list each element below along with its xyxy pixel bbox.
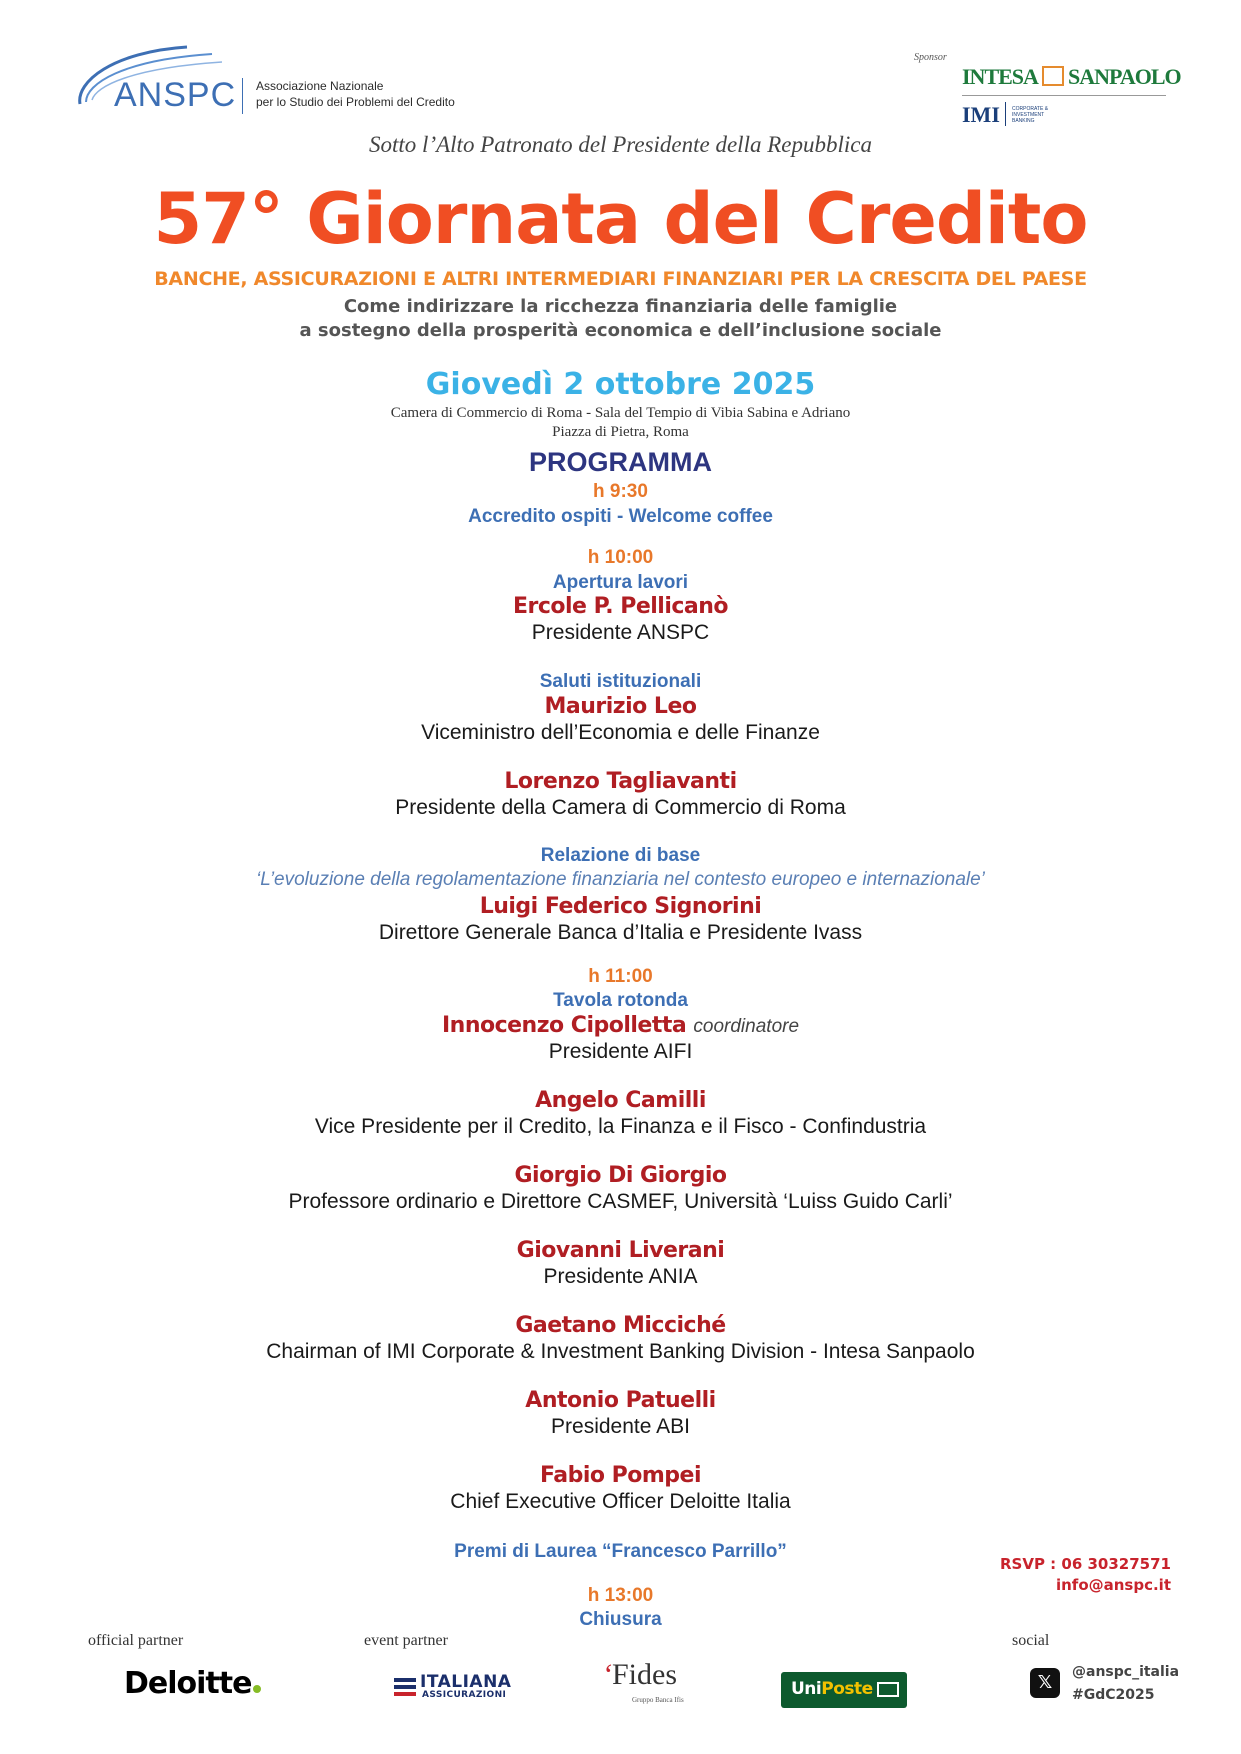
italiana-mark-icon	[394, 1676, 416, 1698]
speaker-name: Maurizio Leo	[544, 694, 697, 719]
social-label: social	[1012, 1632, 1050, 1649]
event-theme: BANCHE, ASSICURAZIONI E ALTRI INTERMEDIARI FINANZIARI PER LA CRESCITA DEL PAESE	[154, 268, 1087, 290]
envelope-icon	[877, 1682, 899, 1697]
speaker-name: Giorgio Di Giorgio	[514, 1163, 727, 1188]
program-section: Relazione di base	[540, 845, 701, 866]
imi-logo	[962, 100, 1102, 130]
speaker-note: coordinatore	[693, 1016, 800, 1037]
anspc-wordmark: ANSPC	[114, 76, 237, 114]
intesa-word: INTESA	[962, 64, 1038, 89]
speaker-role: Vice Presidente per il Credito, la Finanza e il Fisco - Confindustria	[314, 1115, 927, 1138]
program-section: Premi di Laurea “Francesco Parrillo”	[454, 1541, 787, 1562]
intesa-sanpaolo-logo	[962, 64, 1181, 92]
org-name-line2: per lo Studio dei Problemi del Credito	[256, 95, 455, 109]
speaker-role: Direttore Generale Banca d’Italia e Presidente Ivass	[378, 921, 863, 944]
anspc-logo	[72, 42, 472, 122]
event-title: 57° Giornata del Credito	[153, 178, 1088, 260]
imi-word: IMI	[962, 102, 1000, 127]
speaker-name-coordinator	[0, 1013, 1241, 1038]
speaker-name: Angelo Camilli	[535, 1088, 706, 1113]
fides-word: Fides	[612, 1658, 678, 1691]
lecture-title: ‘L’evoluzione della regolamentazione finanziaria nel contesto europeo e internazionale’	[256, 869, 985, 890]
program-section: Accredito ospiti - Welcome coffee	[468, 506, 773, 527]
event-partner-label: event partner	[364, 1632, 448, 1649]
fides-subtext: Gruppo Banca Ifis	[632, 1696, 684, 1704]
program-section: Saluti istituzionali	[539, 671, 702, 692]
italiana-word: ITALIANA	[420, 1672, 512, 1692]
anspc-divider	[242, 78, 243, 114]
program-time: h 10:00	[587, 547, 654, 568]
program-section: Chiusura	[579, 1609, 662, 1630]
official-partner-label: official partner	[88, 1632, 184, 1649]
italiana-assicurazioni-logo	[394, 1672, 540, 1702]
imi-subtext: CORPORATE & INVESTMENT BANKING	[1012, 106, 1049, 124]
speaker-name: Fabio Pompei	[539, 1463, 702, 1488]
speaker-name: Antonio Patuelli	[525, 1388, 716, 1413]
speaker-role: Presidente AIFI	[548, 1040, 693, 1063]
x-logo-icon[interactable]: 𝕏	[1030, 1668, 1060, 1698]
speaker-role: Presidente ANIA	[543, 1265, 698, 1288]
speaker-name: Ercole P. Pellicanò	[512, 594, 729, 619]
speaker-role: Chairman of IMI Corporate & Investment Banking Division - Intesa Sanpaolo	[266, 1340, 975, 1363]
speaker-role: Presidente ANSPC	[531, 621, 710, 644]
org-name-line1: Associazione Nazionale	[256, 79, 384, 93]
fides-logo	[598, 1656, 718, 1708]
speaker-role: Professore ordinario e Direttore CASMEF, Università ‘Luiss Guido Carli’	[288, 1190, 953, 1213]
uniposte-logo	[781, 1672, 907, 1708]
event-subtitle-line2: a sostegno della prosperità economica e dell’inclusione sociale	[299, 320, 942, 341]
uniposte-word: UniPoste	[791, 1679, 873, 1699]
speaker-name: Giovanni Liverani	[516, 1238, 725, 1263]
rsvp-block	[1000, 1554, 1171, 1596]
social-handle[interactable]: @anspc_italia	[1072, 1664, 1180, 1680]
deloitte-logo: Deloitte	[124, 1666, 261, 1701]
speaker-name: Luigi Federico Signorini	[479, 894, 762, 919]
speaker-name: Lorenzo Tagliavanti	[504, 769, 737, 794]
speaker-role: Presidente della Camera di Commercio di Roma	[395, 796, 846, 819]
sanpaolo-word: SANPAOLO	[1068, 64, 1181, 89]
program-time: h 9:30	[593, 481, 648, 502]
intesa-mark-icon	[1042, 66, 1064, 86]
imi-divider	[1005, 102, 1006, 126]
assicurazioni-word: ASSICURAZIONI	[422, 1690, 507, 1700]
event-subtitle-line1: Come indirizzare la ricchezza finanziaria delle famiglie	[343, 296, 898, 317]
speaker-role: Presidente ABI	[551, 1415, 690, 1438]
fides-mark-icon: ‘	[602, 1658, 612, 1691]
deloitte-dot-icon	[253, 1685, 261, 1693]
program-section: Apertura lavori	[552, 572, 689, 593]
speaker-name: Gaetano Micciché	[515, 1313, 726, 1338]
venue-line2: Piazza di Pietra, Roma	[552, 424, 689, 440]
social-hashtag[interactable]: #GdC2025	[1072, 1687, 1155, 1703]
patronato-line: Sotto l’Alto Patronato del Presidente della Repubblica	[369, 132, 872, 157]
speaker-role: Viceministro dell’Economia e delle Finanze	[421, 721, 820, 744]
program-section: Tavola rotonda	[553, 990, 688, 1011]
event-date: Giovedì 2 ottobre 2025	[425, 367, 816, 402]
rsvp-email[interactable]: info@anspc.it	[1055, 1576, 1171, 1594]
speaker-name: Innocenzo Cipolletta	[441, 1013, 687, 1038]
venue-line1: Camera di Commercio di Roma - Sala del Tempio di Vibia Sabina e Adriano	[390, 405, 851, 421]
rsvp-phone: RSVP : 06 30327571	[1000, 1555, 1171, 1573]
program-time: h 13:00	[587, 1585, 654, 1606]
programma-heading: PROGRAMMA	[529, 447, 712, 477]
speaker-role: Chief Executive Officer Deloitte Italia	[450, 1490, 791, 1513]
sponsor-divider	[962, 95, 1166, 96]
program-time: h 11:00	[588, 966, 653, 987]
sponsor-label: Sponsor	[914, 52, 947, 63]
